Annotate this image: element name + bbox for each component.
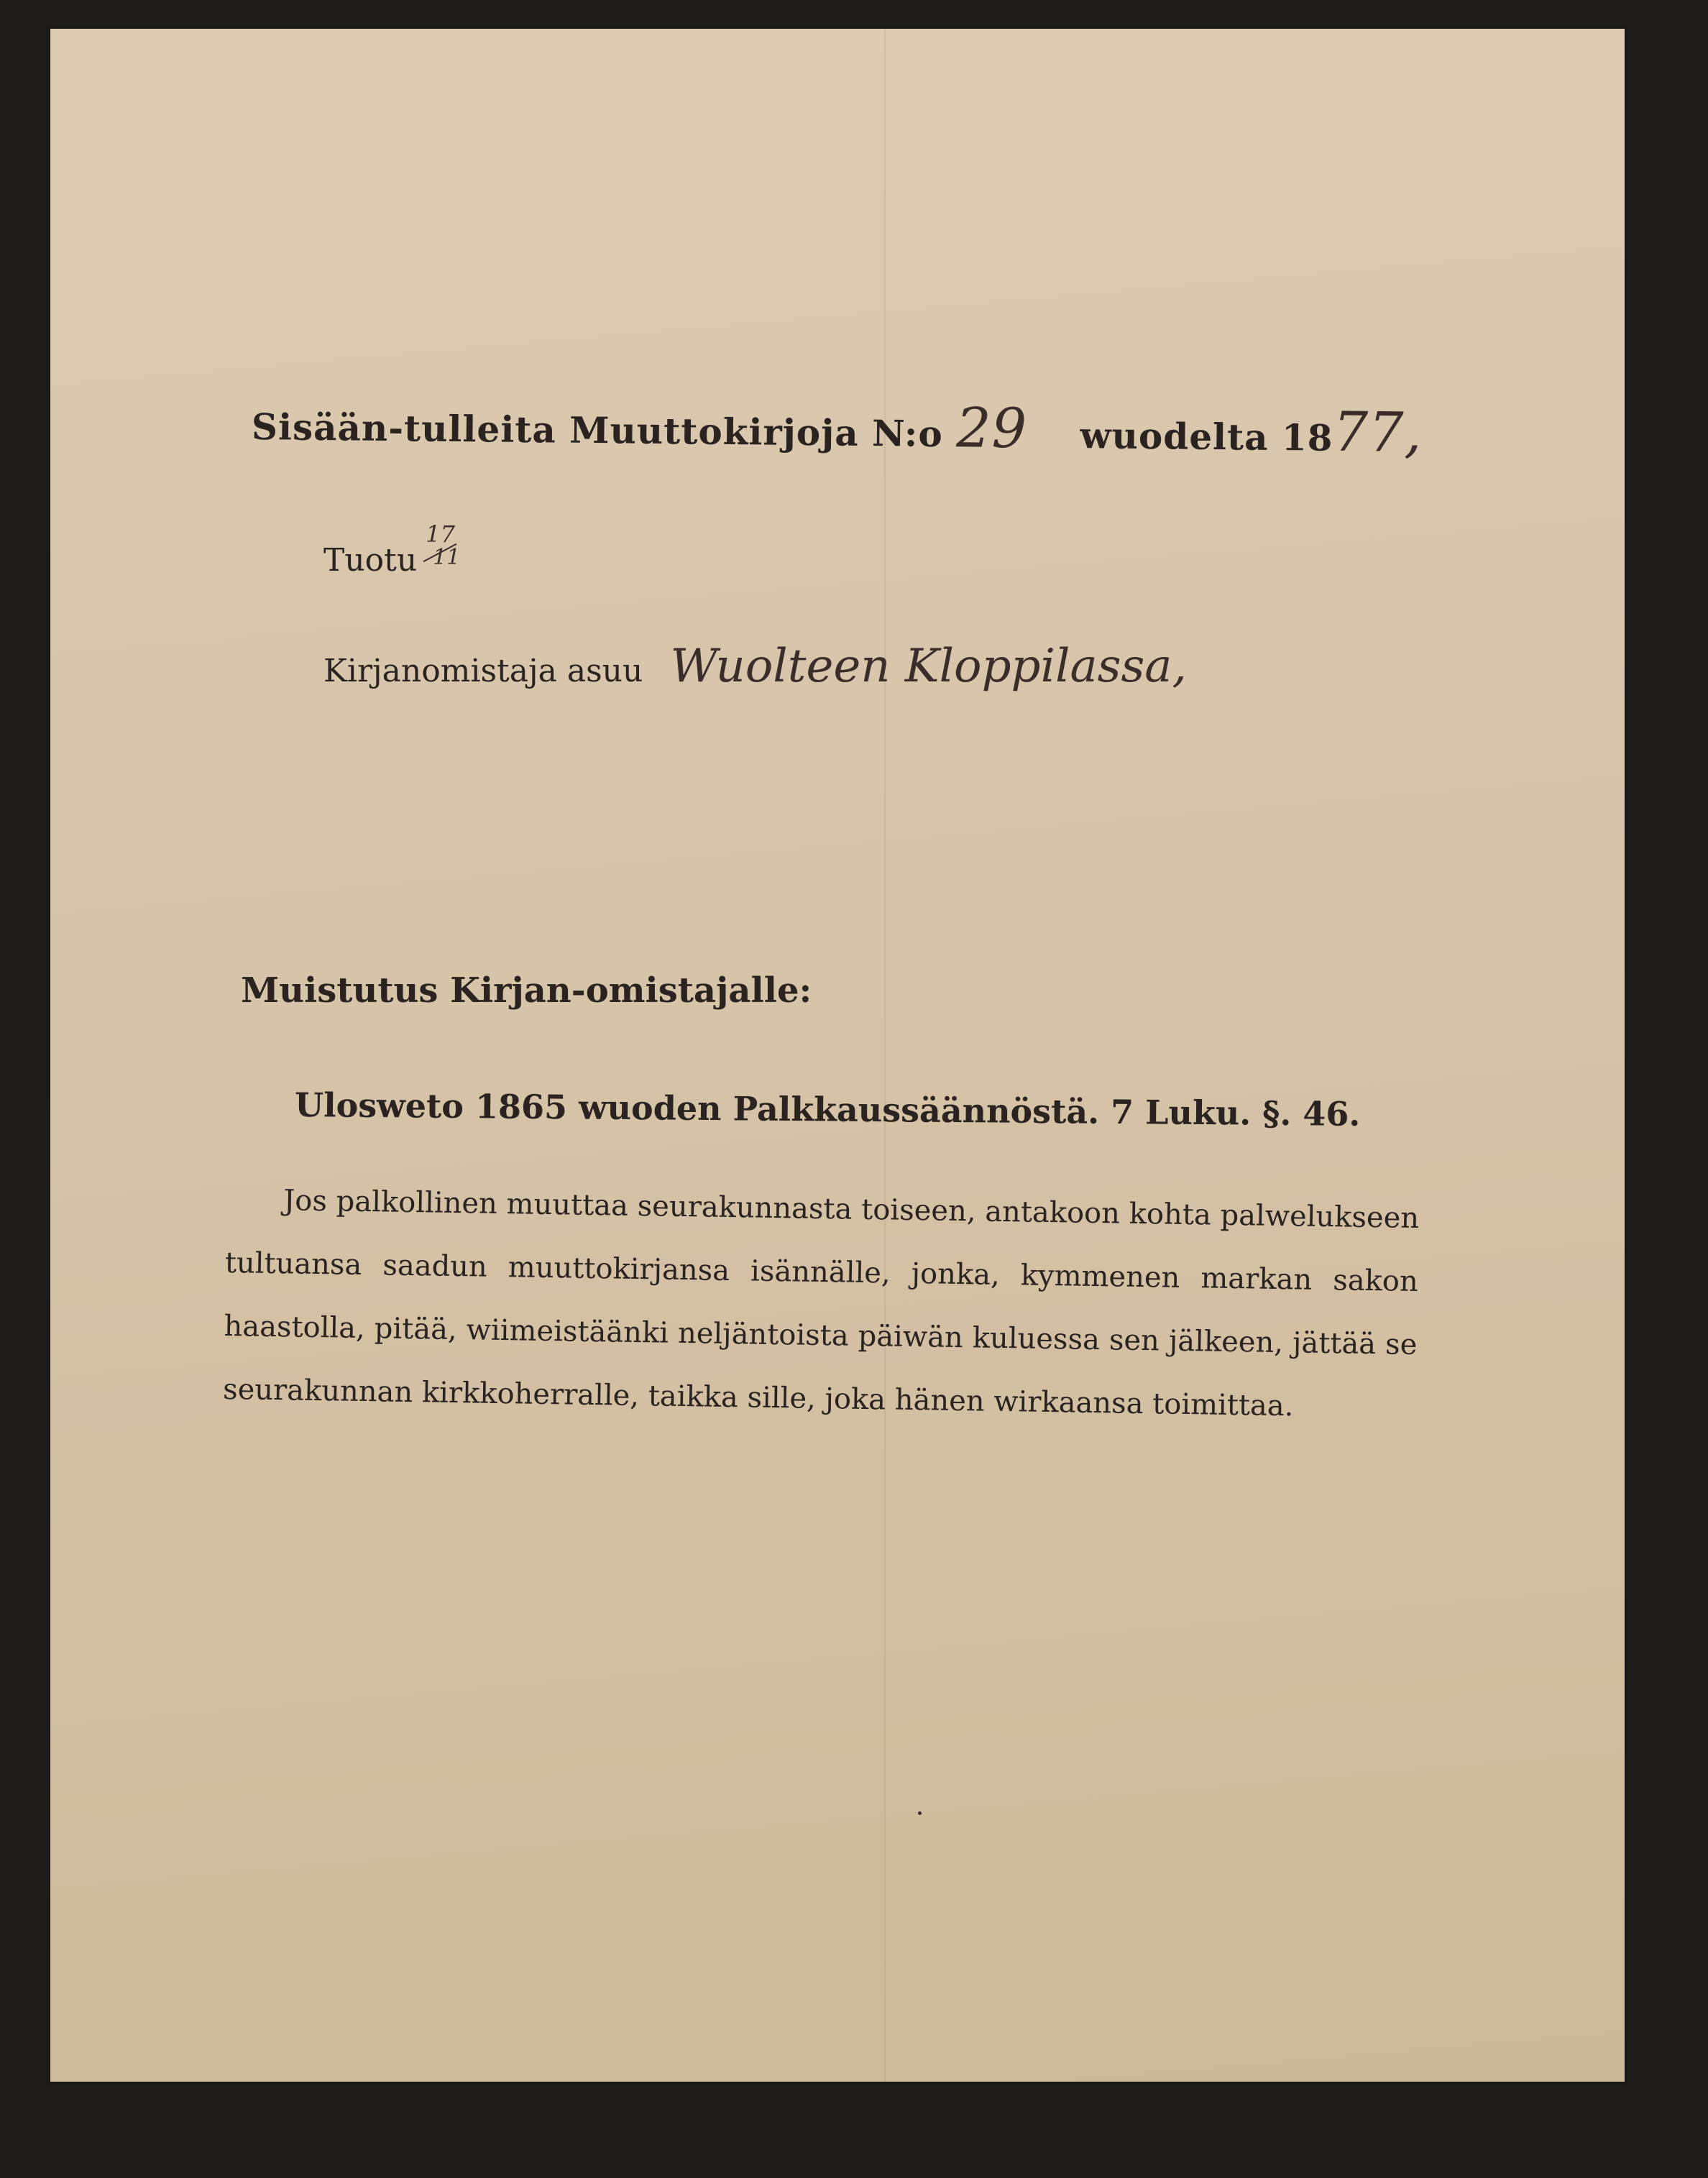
title-printed-start: Sisään-tulleita Muuttokirjoja N:o	[251, 405, 944, 456]
tuotu-label: Tuotu	[323, 542, 418, 579]
law-reference: Ulosweto 1865 wuoden Palkkaussäännöstä. 7 Luku. §. 46.	[294, 1085, 1361, 1134]
title-end-mark: ,	[1403, 400, 1423, 465]
tuotu-date-fraction	[417, 520, 467, 575]
document-page	[50, 29, 1625, 2082]
owner-handwritten-residence: Wuolteen Kloppilassa,	[670, 640, 1187, 693]
tuotu-month: 11	[433, 545, 461, 570]
form-title	[252, 388, 1510, 465]
tuotu-day: 17	[426, 520, 455, 548]
title-handwritten-year: 77	[1333, 399, 1405, 464]
regulation-text	[222, 1168, 1419, 1440]
title-printed-year-label: wuodelta 18	[1080, 414, 1333, 459]
owner-label: Kirjanomistaja asuu	[323, 653, 643, 689]
reminder-heading: Muistutus Kirjan-omistajalle:	[241, 970, 812, 1011]
paper-fold	[884, 29, 886, 2082]
ink-speck	[918, 1811, 922, 1815]
tuotu-line	[323, 520, 467, 579]
owner-line	[323, 640, 1187, 693]
title-handwritten-number: 29	[955, 395, 1028, 461]
regulation-paragraph: Jos palkollinen muuttaa seurakunnasta toiseen, antakoon kohta palwelukseen tultuansa saadun muuttokirjansa isännälle, jonka, kymmenen markan sakon haastolla, pitää, wiimeistäänki neljäntoista päiwän kuluessa sen jälkeen, jättää se seurakunnan kirkkoherralle, taikka sille, joka hänen wirkaansa toimittaa.	[222, 1184, 1420, 1423]
